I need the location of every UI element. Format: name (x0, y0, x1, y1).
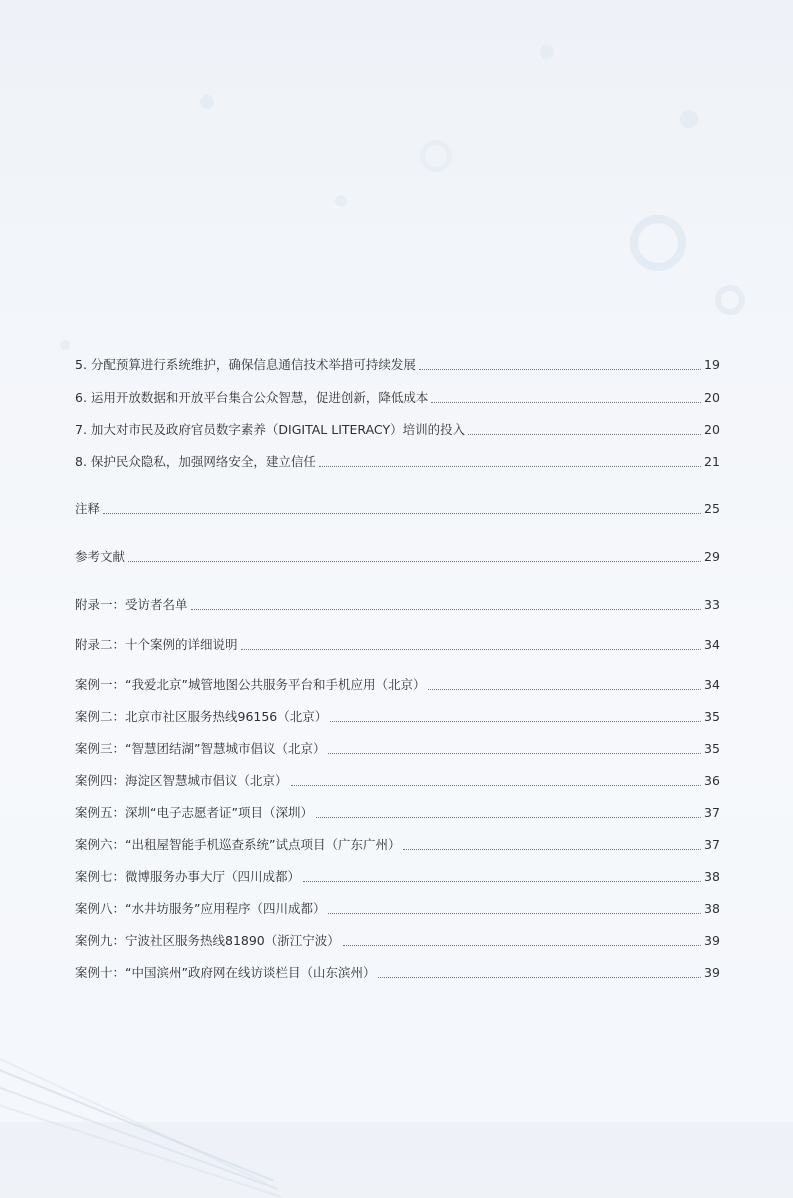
toc-page-number: 34 (704, 677, 720, 692)
toc-page-number: 35 (704, 709, 720, 724)
toc-entry[interactable] (75, 805, 719, 821)
toc-page-number: 21 (704, 454, 720, 469)
toc-entry[interactable] (75, 901, 719, 917)
toc-page-number: 25 (704, 501, 720, 516)
toc-entry[interactable] (75, 677, 719, 693)
toc-page-number: 20 (704, 390, 720, 405)
ring-ornament (630, 215, 686, 271)
toc-page-number: 19 (704, 357, 720, 372)
dot-leader (241, 649, 701, 650)
toc-page-number: 37 (704, 805, 720, 820)
dot-leader (328, 753, 701, 754)
toc-page-number: 37 (704, 837, 720, 852)
toc-entry-title: 5. 分配预算进行系统维护，确保信息通信技术举措可持续发展 (75, 357, 416, 372)
ring-ornament (715, 285, 745, 315)
toc-entry[interactable] (75, 637, 719, 653)
toc-entry[interactable] (75, 741, 719, 757)
toc-entry[interactable] (75, 597, 719, 613)
dot-leader (328, 913, 701, 914)
toc-entry-title: 参考文献 (75, 549, 126, 564)
toc-entry[interactable] (75, 454, 719, 470)
toc-entry-title: 案例七：微博服务办事大厅（四川成都） (75, 869, 301, 884)
toc-entry-title: 案例八：“水井坊服务”应用程序（四川成都） (75, 901, 326, 916)
dot-ornament (680, 110, 698, 128)
toc-page-number: 39 (704, 965, 720, 980)
toc-page-number: 39 (704, 933, 720, 948)
dot-ornament (200, 95, 214, 109)
toc-page-number: 20 (704, 422, 720, 437)
dot-leader (303, 881, 701, 882)
toc-page-number: 29 (704, 549, 720, 564)
dot-leader (191, 609, 701, 610)
dot-leader (378, 977, 701, 978)
dot-leader (316, 817, 701, 818)
toc-entry[interactable] (75, 422, 719, 438)
dot-leader (103, 513, 701, 514)
dot-leader (343, 945, 701, 946)
toc-entry[interactable] (75, 837, 719, 853)
toc-entry[interactable] (75, 549, 719, 565)
dot-leader (428, 689, 701, 690)
toc-entry-title: 附录二：十个案例的详细说明 (75, 637, 238, 652)
toc-entry[interactable] (75, 709, 719, 725)
dot-leader (330, 721, 701, 722)
toc-entry[interactable] (75, 965, 719, 981)
toc-entry-title: 注释 (75, 501, 101, 516)
toc-entry-title: 案例四：海淀区智慧城市倡议（北京） (75, 773, 288, 788)
dot-leader (419, 369, 701, 370)
toc-page-number: 35 (704, 741, 720, 756)
dot-ornament (60, 340, 70, 350)
dot-ornament (335, 195, 347, 207)
toc-entry-title: 6. 运用开放数据和开放平台集合公众智慧，促进创新，降低成本 (75, 390, 429, 405)
toc-entry[interactable] (75, 357, 719, 373)
toc-page-number: 36 (704, 773, 720, 788)
dot-leader (468, 434, 701, 435)
dot-leader (128, 561, 701, 562)
toc-entry[interactable] (75, 869, 719, 885)
toc-entry[interactable] (75, 933, 719, 949)
toc-page-number: 38 (704, 869, 720, 884)
toc-entry-title: 案例六：“出租屋智能手机巡查系统”试点项目（广东广州） (75, 837, 401, 852)
toc-entry-title: 案例九：宁波社区服务热线81890（浙江宁波） (75, 933, 340, 948)
toc-entry-title: 案例二：北京市社区服务热线96156（北京） (75, 709, 328, 724)
toc-entry-title: 案例三：“智慧团结湖”智慧城市倡议（北京） (75, 741, 326, 756)
toc-entry-title: 案例十：“中国滨州”政府网在线访谈栏目（山东滨州） (75, 965, 376, 980)
toc-entry-title: 7. 加大对市民及政府官员数字素养（DIGITAL LITERACY）培训的投入 (75, 422, 466, 437)
toc-entry[interactable] (75, 390, 719, 406)
toc-entry-title: 8. 保护民众隐私，加强网络安全，建立信任 (75, 454, 316, 469)
toc-page-number: 38 (704, 901, 720, 916)
swoosh-line (0, 1045, 274, 1182)
dot-leader (291, 785, 701, 786)
toc-entry-title: 案例一：“我爱北京”城管地图公共服务平台和手机应用（北京） (75, 677, 426, 692)
dot-ornament (540, 45, 554, 59)
ring-ornament (420, 140, 452, 172)
toc-entry-title: 案例五：深圳“电子志愿者证”项目（深圳） (75, 805, 313, 820)
dot-leader (431, 402, 701, 403)
toc-entry-title: 附录一：受访者名单 (75, 597, 188, 612)
toc-entry[interactable] (75, 501, 719, 517)
dot-leader (403, 849, 701, 850)
toc-page-number: 34 (704, 637, 720, 652)
dot-leader (319, 466, 701, 467)
toc-entry[interactable] (75, 773, 719, 789)
toc-page-number: 33 (704, 597, 720, 612)
